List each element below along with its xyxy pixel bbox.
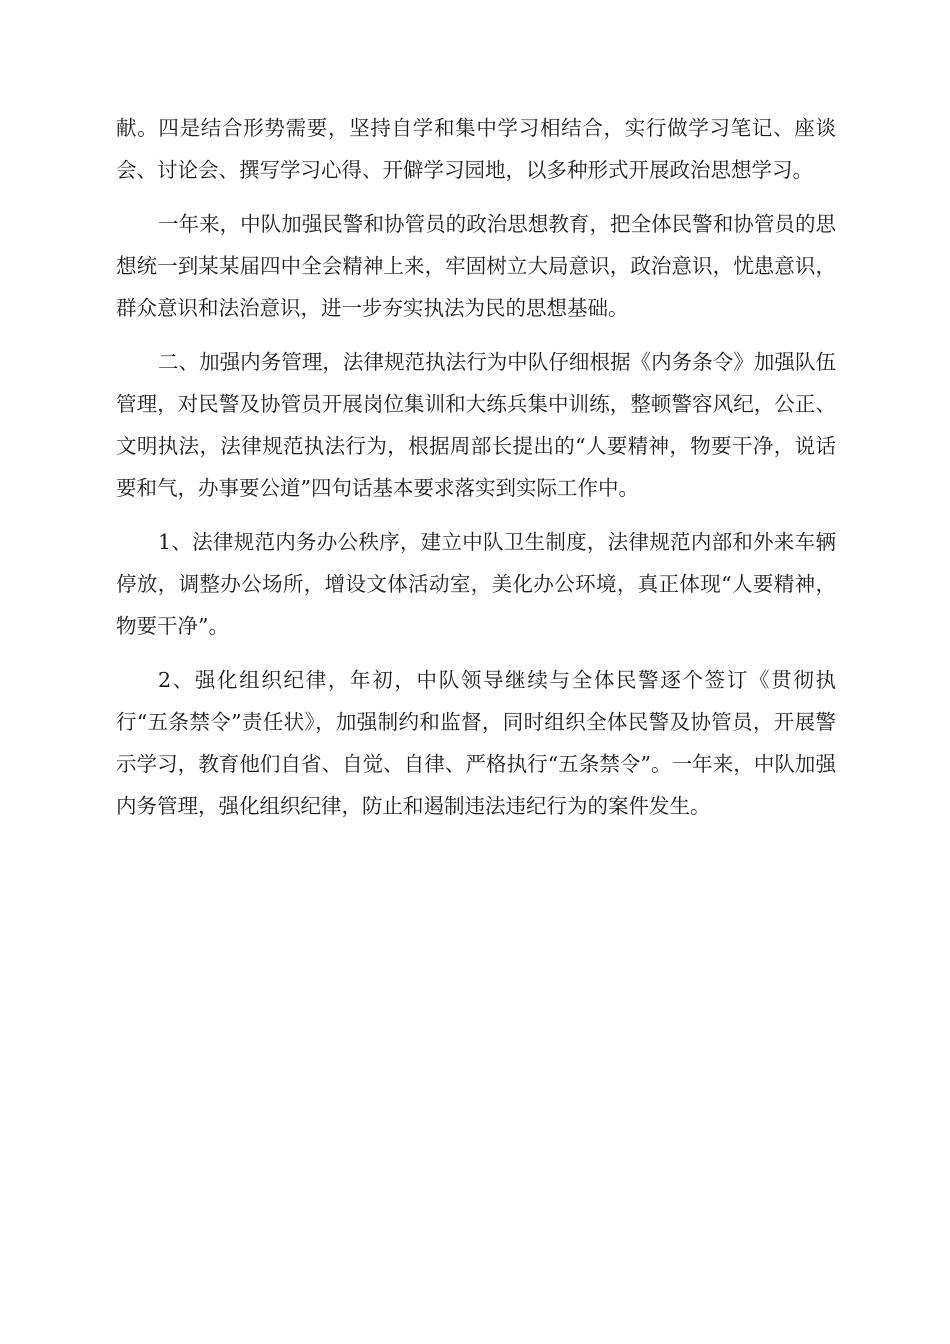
paragraph-political-education: 一年来，中队加强民警和协管员的政治思想教育，把全体民警和协管员的思想统一到某某届四中全会精神上来，牢固树立大局意识，政治意识，忧患意识，群众意识和法治意识，进一步夯实执法为民的思想基础。 [116, 212, 836, 320]
paragraph-office-order: 1、法律规范内务办公秩序，建立中队卫生制度，法律规范内部和外来车辆停放，调整办公场所，增设文体活动室，美化办公环境，真正体现“人要精神，物要干净”。 [116, 530, 836, 638]
paragraph-internal-affairs: 二、加强内务管理，法律规范执法行为中队仔细根据《内务条令》加强队伍管理，对民警及协管员开展岗位集训和大练兵集中训练，整顿警容风纪，公正、文明执法，法律规范执法行为，根据周部长提出的“人要精神，物要干净，说话要和气，办事要公道”四句话基本要求落实到实际工作中。 [116, 350, 836, 500]
paragraph-continuation: 献。四是结合形势需要，坚持自学和集中学习相结合，实行做学习笔记、座谈会、讨论会、撰写学习心得、开僻学习园地，以多种形式开展政治思想学习。 [116, 116, 836, 182]
paragraph-discipline: 2、强化组织纪律，年初，中队领导继续与全体民警逐个签订《贯彻执行“五条禁令”责任状》，加强制约和监督，同时组织全体民警及协管员，开展警示学习，教育他们自省、自觉、自律、严格执行“五条禁令”。一年来，中队加强内务管理，强化组织纪律，防止和遏制违法违纪行为的案件发生。 [116, 668, 836, 818]
document-body [116, 107, 836, 839]
